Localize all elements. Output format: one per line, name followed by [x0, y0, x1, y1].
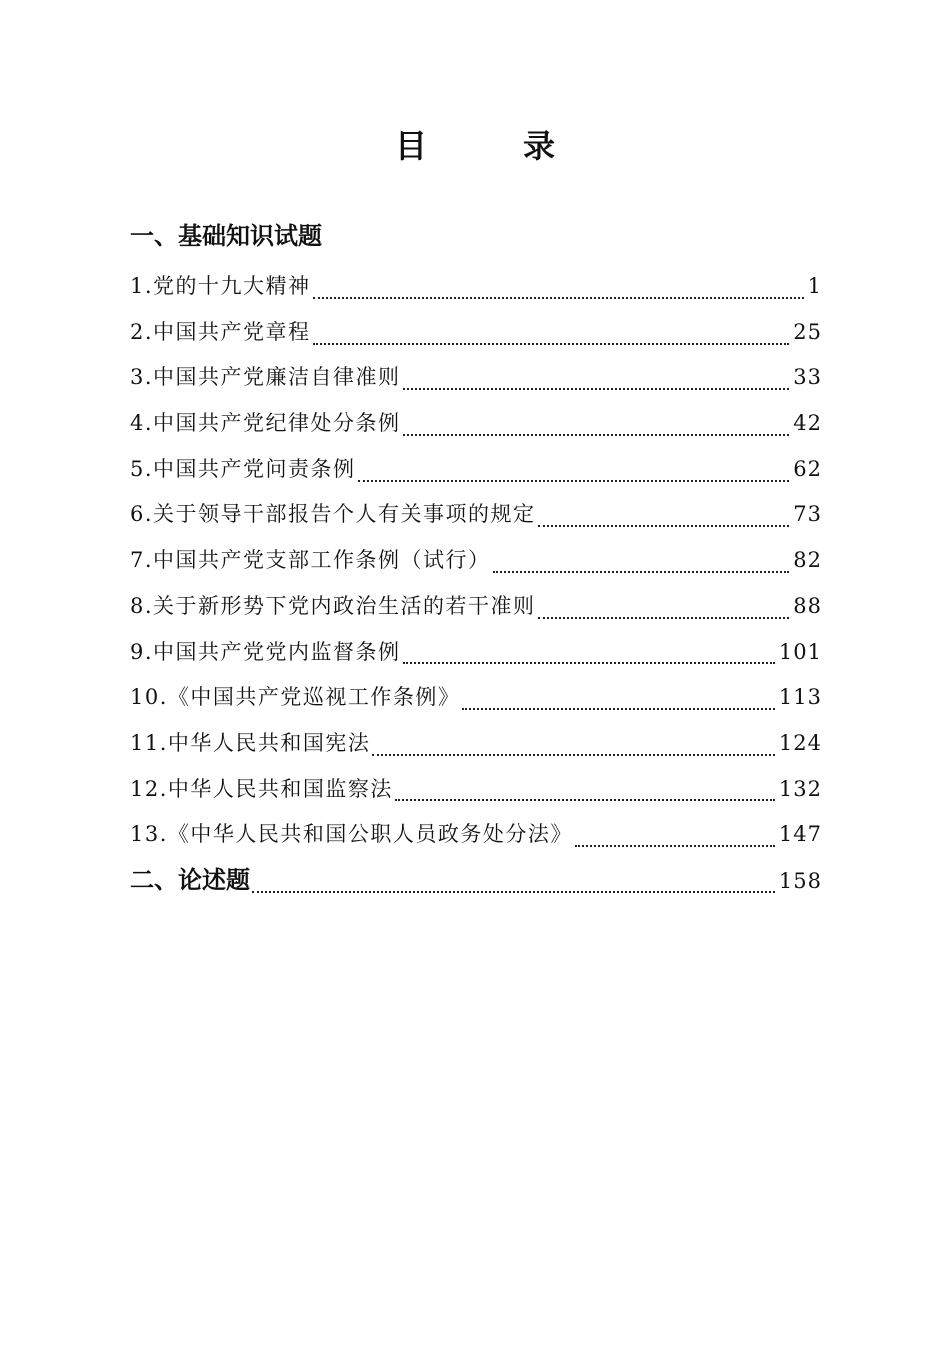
leader-dots — [372, 754, 775, 756]
toc-entry[interactable] — [130, 312, 822, 358]
toc-entry[interactable] — [130, 357, 822, 403]
leader-dots — [403, 662, 775, 664]
toc-entry-label: 13.《中华人民共和国公职人员政务处分法》 — [130, 822, 573, 847]
toc-entry-page: 88 — [793, 593, 822, 618]
toc-entry[interactable] — [130, 723, 822, 769]
toc-entry-page: 82 — [793, 548, 822, 573]
leader-dots — [462, 708, 775, 710]
toc-entry-page: 158 — [778, 868, 822, 893]
leader-dots — [395, 799, 775, 801]
toc-entry-page: 33 — [793, 365, 822, 390]
leader-dots — [538, 617, 790, 619]
toc-entry-label: 11.中华人民共和国宪法 — [130, 730, 371, 755]
toc-entry-label: 2.中国共产党章程 — [130, 319, 311, 344]
toc-entry[interactable] — [130, 266, 822, 312]
toc-list — [130, 266, 822, 906]
toc-entry[interactable] — [130, 677, 822, 723]
toc-entry[interactable] — [130, 769, 822, 815]
leader-dots — [575, 845, 775, 847]
toc-entry-label: 6.关于领导干部报告个人有关事项的规定 — [130, 502, 536, 527]
leader-dots — [538, 525, 790, 527]
toc-entry-label: 9.中国共产党党内监督条例 — [130, 639, 401, 664]
leader-dots — [252, 891, 775, 893]
section-heading-essay: 二、论述题 — [130, 865, 250, 894]
toc-entry-page: 62 — [793, 456, 822, 481]
section-heading-basic-knowledge: 一、基础知识试题 — [130, 222, 322, 250]
toc-entry[interactable] — [130, 540, 822, 586]
toc-entry[interactable] — [130, 632, 822, 678]
leader-dots — [403, 434, 790, 436]
toc-entry-page: 1 — [807, 274, 822, 298]
page-title: 目 录 — [394, 127, 587, 165]
toc-entry-label: 3.中国共产党廉洁自律准则 — [130, 365, 401, 390]
leader-dots — [313, 297, 804, 299]
toc-entry-page: 73 — [793, 502, 822, 527]
toc-entry-label: 10.《中国共产党巡视工作条例》 — [130, 685, 461, 710]
toc-entry-page: 113 — [778, 685, 822, 710]
toc-entry-label: 5.中国共产党问责条例 — [130, 456, 356, 481]
toc-entry-label: 1.党的十九大精神 — [130, 274, 311, 298]
toc-entry-label: 4.中国共产党纪律处分条例 — [130, 411, 401, 436]
toc-entry-label: 8.关于新形势下党内政治生活的若干准则 — [130, 593, 536, 618]
toc-entry-label: 7.中国共产党支部工作条例（试行） — [130, 548, 491, 573]
toc-entry-page: 42 — [793, 411, 822, 436]
toc-entry[interactable] — [130, 494, 822, 540]
leader-dots — [358, 480, 790, 482]
toc-entry-page: 25 — [793, 319, 822, 344]
toc-entry[interactable] — [130, 403, 822, 449]
toc-entry-essay-section[interactable] — [130, 860, 822, 906]
toc-entry-label: 12.中华人民共和国监察法 — [130, 776, 393, 801]
toc-entry[interactable] — [130, 449, 822, 495]
leader-dots — [493, 571, 790, 573]
toc-entry[interactable] — [130, 586, 822, 632]
toc-entry-page: 147 — [778, 822, 822, 847]
toc-entry-page: 124 — [778, 730, 822, 755]
toc-entry[interactable] — [130, 814, 822, 860]
leader-dots — [313, 343, 790, 345]
leader-dots — [403, 388, 790, 390]
toc-entry-page: 101 — [778, 639, 822, 664]
toc-entry-page: 132 — [778, 776, 822, 801]
